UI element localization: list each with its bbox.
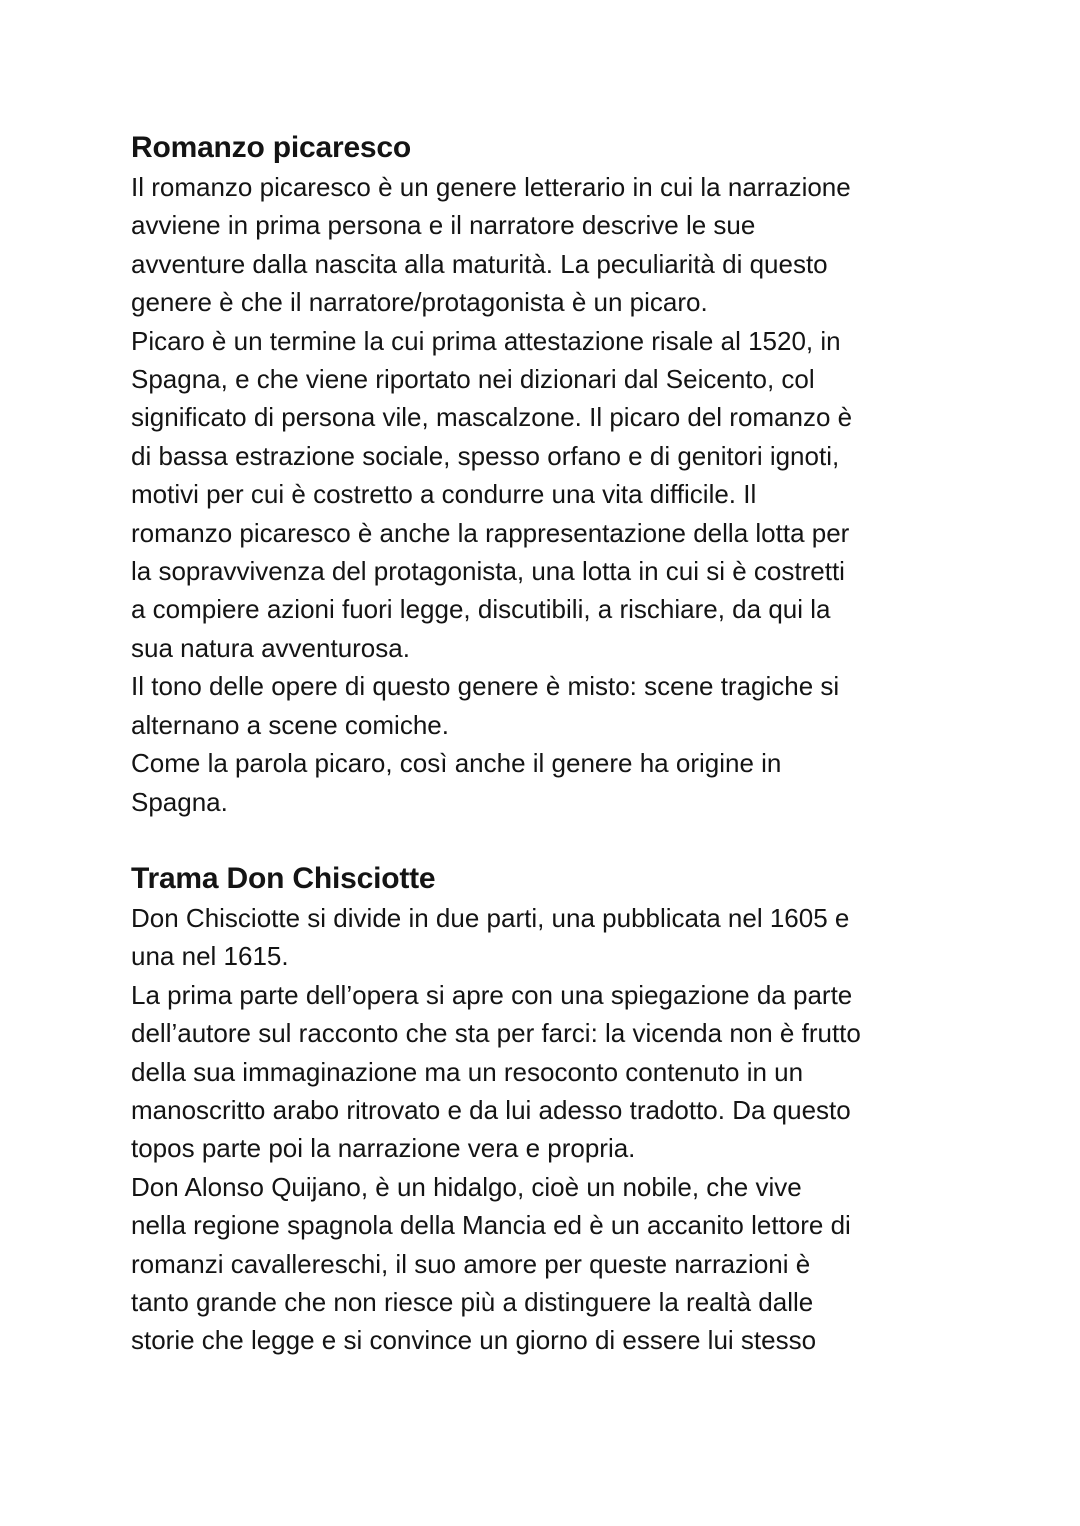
text-line: Spagna. [131, 786, 228, 817]
section-title-trama-don-chisciotte: Trama Don Chisciotte [131, 861, 436, 895]
section-title-romanzo-picaresco: Romanzo picaresco [131, 131, 412, 164]
text-line: manoscritto arabo ritrovato e da lui adesso tradotto. Da questo [131, 1094, 851, 1125]
text-line: la sopravvivenza del protagonista, una lotta in cui si è costretti [131, 556, 845, 587]
text-line: Come la parola picaro, così anche il genere ha origine in [131, 748, 782, 779]
paragraph [131, 976, 961, 1168]
text-line: Il tono delle opere di questo genere è misto: scene tragiche si [131, 671, 840, 702]
text-line: Il romanzo picaresco è un genere letterario in cui la narrazione [131, 172, 851, 202]
text-line: topos parte poi la narrazione vera e propria. [131, 1133, 636, 1164]
text-line: di bassa estrazione sociale, spesso orfano e di genitori ignoti, [131, 440, 840, 471]
text-line: tanto grande che non riesce più a distinguere la realtà dalle [131, 1286, 814, 1317]
text-line: alternano a scene comiche. [131, 709, 449, 740]
text-line: avviene in prima persona e il narratore descrive le sue [131, 210, 756, 241]
paragraph [131, 744, 961, 821]
text-line: una nel 1615. [131, 941, 289, 972]
text-line: sua natura avventurosa. [131, 632, 410, 663]
document-page [131, 128, 961, 1360]
paragraph [131, 899, 961, 976]
paragraph [131, 1168, 961, 1360]
text-line: Don Chisciotte si divide in due parti, una pubblicata nel 1605 e [131, 902, 850, 933]
text-line: nella regione spagnola della Mancia ed è un accanito lettore di [131, 1210, 851, 1241]
text-line: Picaro è un termine la cui prima attestazione risale al 1520, in [131, 325, 841, 356]
text-line: a compiere azioni fuori legge, discutibili, a rischiare, da qui la [131, 594, 831, 625]
text-line: Don Alonso Quijano, è un hidalgo, cioè un nobile, che vive [131, 1171, 802, 1202]
text-line: avventure dalla nascita alla maturità. La peculiarità di questo [131, 248, 828, 279]
section-spacer [131, 821, 961, 859]
text-line: della sua immaginazione ma un resoconto contenuto in un [131, 1056, 804, 1087]
text-line: romanzi cavallereschi, il suo amore per queste narrazioni è [131, 1248, 811, 1279]
text-line: romanzo picaresco è anche la rappresentazione della lotta per [131, 517, 850, 548]
paragraph [131, 322, 961, 668]
text-line: significato di persona vile, mascalzone. Il picaro del romanzo è [131, 402, 853, 433]
text-line: La prima parte dell’opera si apre con una spiegazione da parte [131, 979, 853, 1010]
text-line: motivi per cui è costretto a condurre una vita difficile. Il [131, 479, 757, 510]
text-line: storie che legge e si convince un giorno di essere lui stesso [131, 1325, 817, 1356]
paragraph [131, 667, 961, 744]
paragraph [131, 168, 961, 322]
text-line: dell’autore sul racconto che sta per farci: la vicenda non è frutto [131, 1018, 861, 1049]
text-line: genere è che il narratore/protagonista è un picaro. [131, 287, 708, 318]
text-line: Spagna, e che viene riportato nei dizionari dal Seicento, col [131, 364, 815, 395]
